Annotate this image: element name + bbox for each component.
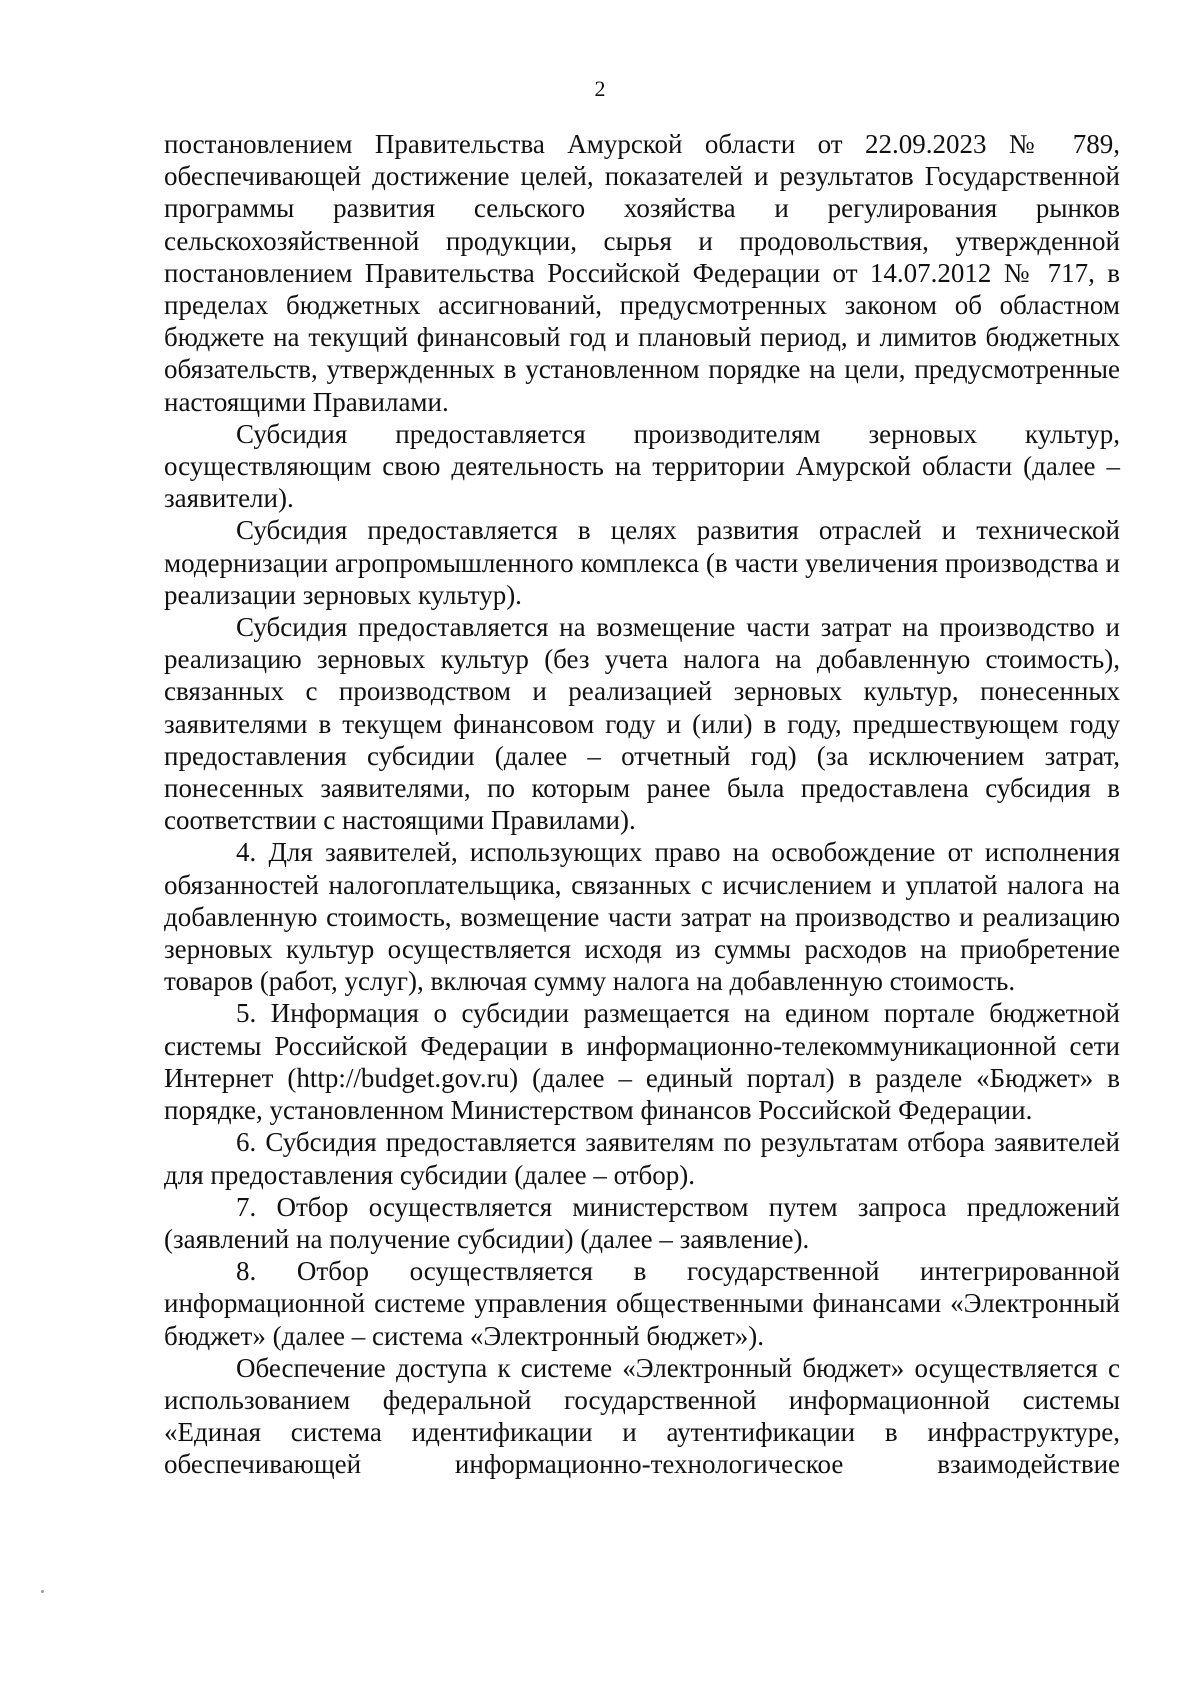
page-number: 2 bbox=[594, 76, 606, 101]
paragraph-item-4: 4. Для заявителей, использующих право на освобождение от исполнения обязанностей налогоплательщика, связанных с исчислением и уплатой налога на добавленную стоимость, возмещение части затрат на производство и реализацию зерновых культур осуществляется исходя из суммы расходов на приобретение товаров (работ, услуг), включая сумму налога на добавленную стоимость. bbox=[164, 837, 1120, 997]
scan-artifact-dot bbox=[41, 1590, 44, 1593]
paragraph-continuation: постановлением Правительства Амурской области от 22.09.2023 № 789, обеспечивающей достижение целей, показателей и результатов Государственной программы развития сельского хозяйства и регулирования рынков сельскохозяйственной продукции, сырья и продовольствия, утвержденной постановлением Правительства Российской Федерации от 14.07.2012 № 717, в пределах бюджетных ассигнований, предусмотренных законом об областном бюджете на текущий финансовый год и плановый период, и лимитов бюджетных обязательств, утвержденных в установленном порядке на цели, предусмотренные настоящими Правилами. bbox=[164, 129, 1120, 417]
paragraph-access: Обеспечение доступа к системе «Электронный бюджет» осуществляется с использованием федеральной государственной информационной системы «Единая система идентификации и аутентификации в инфраструктуре, обеспечивающей информационно-технологическое взаимодействие bbox=[164, 1352, 1120, 1480]
paragraph-costs: Субсидия предоставляется на возмещение части затрат на производство и реализацию зерновых культур (без учета налога на добавленную стоимость), связанных с производством и реализацией зерновых культур, понесенных заявителями в текущем финансовом году и (или) в году, предшествующем году предоставления субсидии (далее – отчетный год) (за исключением затрат, понесенных заявителями, по которым ранее была предоставлена субсидия в соответствии с настоящими Правилами). bbox=[164, 612, 1120, 836]
paragraph-purpose: Субсидия предоставляется в целях развития отраслей и технической модернизации агропромышленного комплекса (в части увеличения производства и реализации зерновых культур). bbox=[164, 515, 1120, 610]
paragraph-item-8: 8. Отбор осуществляется в государственной интегрированной информационной системе управления общественными финансами «Электронный бюджет» (далее – система «Электронный бюджет»). bbox=[164, 1256, 1120, 1351]
paragraph-item-6: 6. Субсидия предоставляется заявителям по результатам отбора заявителей для предоставления субсидии (далее – отбор). bbox=[164, 1127, 1120, 1190]
paragraph-item-5: 5. Информация о субсидии размещается на едином портале бюджетной системы Российской Федерации в информационно-телекоммуникационной сети Интернет (http://budget.gov.ru) (далее – единый портал) в разделе «Бюджет» в порядке, установленном Министерством финансов Российской Федерации. bbox=[164, 998, 1120, 1126]
document-body bbox=[164, 128, 1120, 1481]
paragraph-item-7: 7. Отбор осуществляется министерством путем запроса предложений (заявлений на получение субсидии) (далее – заявление). bbox=[164, 1191, 1120, 1254]
paragraph-recipients: Субсидия предоставляется производителям зерновых культур, осуществляющим свою деятельность на территории Амурской области (далее – заявители). bbox=[164, 418, 1120, 514]
